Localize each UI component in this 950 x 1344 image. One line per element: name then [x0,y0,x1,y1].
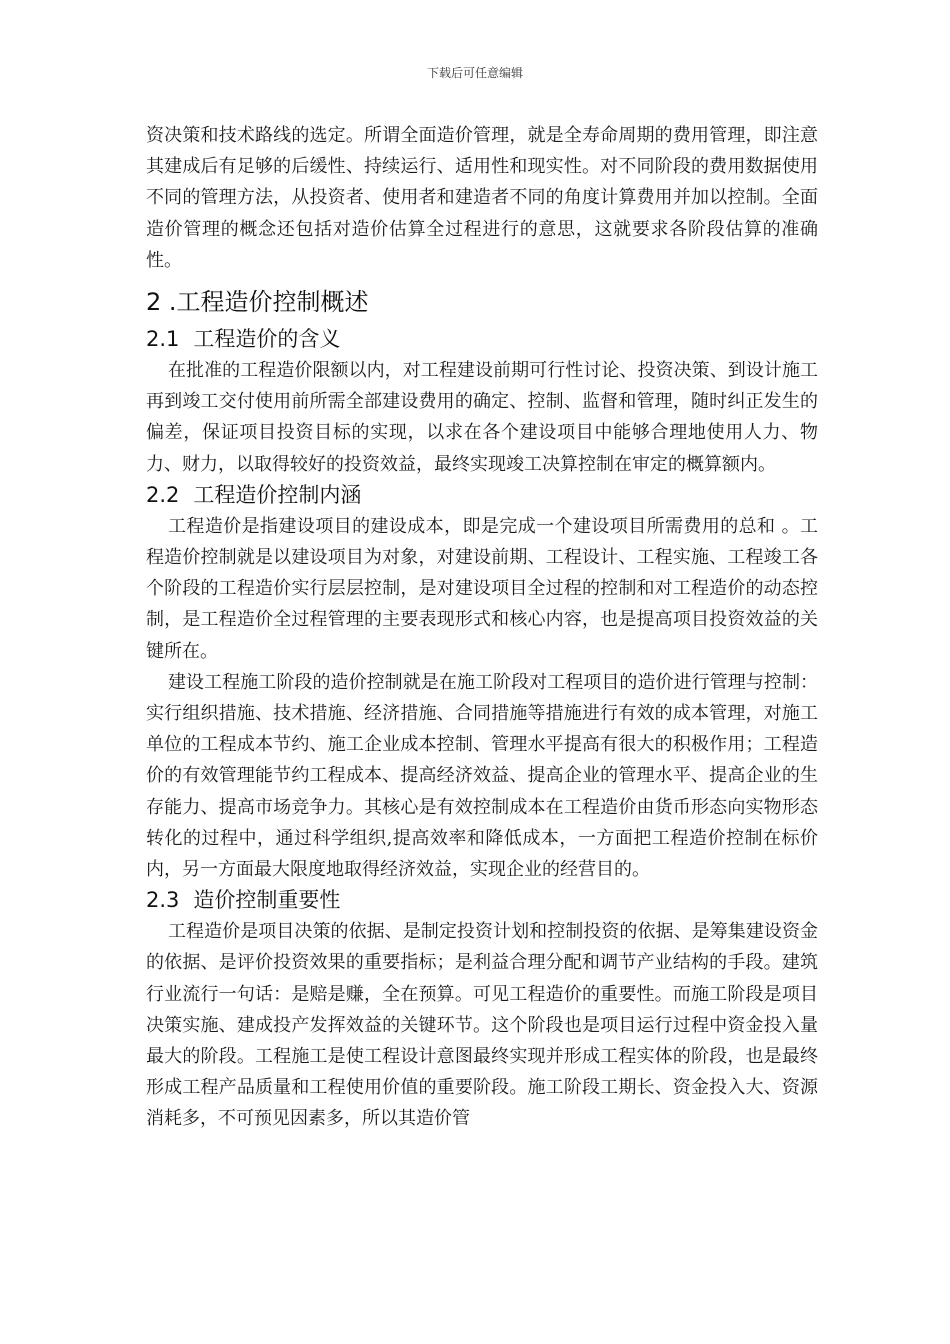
subsection-2-3-number: 2.3 [146,888,180,913]
subsection-2-2-paragraph-1: 工程造价是指建设项目的建设成本，即是完成一个建设项目所需费用的总和 。工程造价控制就是以建设项目为对象，对建设前期、工程设计、工程实施、工程竣工各个阶段的工程造价实行层层控制，是对建设项目全过程的控制和对工程造价的动态控制，是工程造价全过程管理的主要表现形式和核心内容，也是提高项目投资效益的关键所在。 [146,515,818,662]
page-header: 下载后可任意编辑 [426,66,523,80]
section-2-heading: 2 .工程造价控制概述 [146,288,369,317]
subsection-2-3-title: 造价控制重要性 [193,888,341,913]
subsection-2-3-paragraph: 工程造价是项目决策的依据、是制定投资计划和控制投资的依据、是筹集建设资金的依据、是评价投资效果的重要指标；是利益合理分配和调节产业结构的手段。建筑行业流行一句话：是赔是赚，全在预算。可见工程造价的重要性。而施工阶段是项目决策实施、建成投产发挥效益的关键环节。这个阶段也是项目运行过程中资金投入量最大的阶段。工程施工是使工程设计意图最终实现并形成工程实体的阶段，也是最终形成工程产品质量和工程使用价值的重要阶段。施工阶段工期长、资金投入大、资源消耗多，不可预见因素多，所以其造价管 [146,921,818,1130]
subsection-2-2-paragraph-2: 建设工程施工阶段的造价控制就是在施工阶段对工程项目的造价进行管理与控制：实行组织措施、技术措施、经济措施、合同措施等措施进行有效的成本管理，对施工单位的工程成本节约、施工企业成本控制、管理水平提高有很大的积极作用；工程造价的有效管理能节约工程成本、提高经济效益、提高企业的管理水平、提高企业的生存能力、提高市场竞争力。其核心是有效控制成本在工程造价由货币形态向实物形态转化的过程中，通过科学组织,提高效率和降低成本，一方面把工程造价控制在标价内，另一方面最大限度地取得经济效益，实现企业的经营目的。 [146,671,818,881]
subsection-2-2-title: 工程造价控制内涵 [193,482,362,507]
subsection-2-1-title: 工程造价的含义 [193,327,341,352]
subsection-2-3-heading [146,885,818,916]
document-body [146,120,818,1135]
subsection-2-2-number: 2.2 [146,482,180,507]
subsection-2-2-heading [146,480,818,511]
subsection-2-1-paragraph: 在批准的工程造价限额以内，对工程建设前期可行性讨论、投资决策、到设计施工再到竣工交付使用前所需全部建设费用的确定、控制、监督和管理，随时纠正发生的偏差，保证项目投资目标的实现，以求在各个建设项目中能够合理地使用人力、物力、财力，以取得较好的投资效益，最终实现竣工决算控制在审定的概算额内。 [146,360,818,475]
intro-paragraph: 资决策和技术路线的选定。所谓全面造价管理，就是全寿命周期的费用管理，即注意其建成后有足够的后缓性、持续运行、适用性和现实性。对不同阶段的费用数据使用不同的管理方法，从投资者、使用者和建造者不同的角度计算费用并加以控制。全面造价管理的概念还包括对造价估算全过程进行的意思，这就要求各阶段估算的准确性。 [146,125,818,271]
subsection-2-1-number: 2.1 [146,327,180,352]
subsection-2-1-heading [146,324,818,355]
